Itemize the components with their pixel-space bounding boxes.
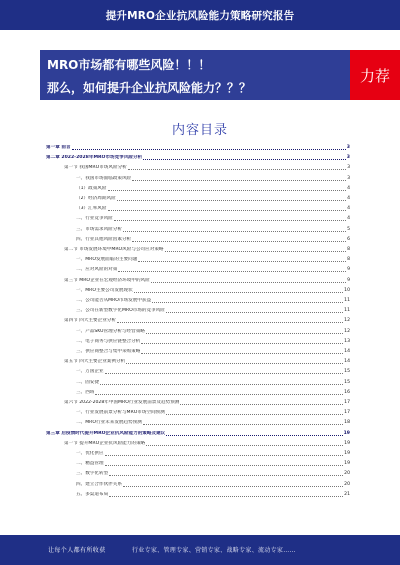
toc-entry-title: 第四节 四大主要企业分析 <box>64 318 116 324</box>
toc-entry-title: 第二章 2022-2028年MRO市场竞争风险分析 <box>46 155 143 161</box>
toc-entry-title: 一、行业发展前景分析与MRO市场空间预测 <box>76 410 165 416</box>
toc-entry-page: 12 <box>344 328 350 334</box>
toc-leader-dots <box>165 251 347 252</box>
toc-entry-title: 一、MRO发展面临的主要问题 <box>76 257 138 263</box>
toc-entry[interactable] <box>76 225 350 233</box>
toc-leader-dots <box>123 231 346 232</box>
toc-leader-dots <box>109 475 343 476</box>
toc-entry[interactable] <box>76 204 350 212</box>
toc-entry-page: 18 <box>344 420 350 426</box>
toc-entry-title: 二、电子商务与供应链整合分析 <box>76 338 141 344</box>
toc-leader-dots <box>118 271 346 272</box>
toc-entry[interactable] <box>76 347 350 355</box>
toc-leader-dots <box>166 414 343 415</box>
toc-entry-page: 19 <box>344 461 350 467</box>
toc-leader-dots <box>132 241 346 242</box>
toc-entry[interactable] <box>46 429 350 437</box>
toc-leader-dots <box>108 190 347 191</box>
toc-entry-page: 12 <box>344 318 350 324</box>
toc-entry-page: 17 <box>344 410 350 416</box>
toc-leader-dots <box>114 220 346 221</box>
toc-entry-title: 二、应对风险的对策 <box>76 267 118 273</box>
toc-leader-dots <box>141 343 343 344</box>
toc-entry[interactable] <box>76 174 350 182</box>
toc-entry[interactable] <box>64 276 350 284</box>
toc-entry-page: 19 <box>344 440 350 446</box>
toc-entry-title: 第六节 2022-2028年中国MRO行业发展前景及趋势预测 <box>64 400 180 405</box>
toc-entry[interactable] <box>76 194 350 202</box>
toc-leader-dots <box>166 435 342 436</box>
toc-entry-title: 二、MRO行业未来发展趋势预测 <box>76 420 142 426</box>
toc-entry[interactable] <box>76 337 350 345</box>
toc-entry-page: 5 <box>347 226 350 232</box>
report-header <box>0 0 400 30</box>
toc-entry-title: 一、万国企业 <box>76 369 104 375</box>
toc-leader-dots <box>105 465 344 466</box>
toc-entry[interactable] <box>64 357 350 365</box>
banner-headline: MRO市场都有哪些风险！！！ <box>47 58 211 72</box>
footer-slogan: 让每个人都有所收获 <box>48 547 106 554</box>
toc-entry-title: 三、西域 <box>76 389 95 395</box>
toc-entry[interactable] <box>76 418 350 426</box>
toc-entry-title: 第一章 前言 <box>46 145 71 150</box>
toc-entry[interactable] <box>76 367 350 375</box>
toc-entry-page: 4 <box>347 216 350 222</box>
toc-entry-title: 第五节 四大主要企业案例分析 <box>64 359 126 365</box>
toc-entry[interactable] <box>76 265 350 273</box>
toc-leader-dots <box>108 210 347 211</box>
toc-entry-title: 三、数字化转型 <box>76 471 109 477</box>
toc-entry[interactable] <box>76 184 350 192</box>
toc-entry-title: 四、建立合作伙伴关系 <box>76 481 122 487</box>
toc-leader-dots <box>95 394 343 395</box>
toc-entry-title: 第一节 我国MRO市场风险分析 <box>64 165 127 171</box>
toc-leader-dots <box>105 455 344 456</box>
promo-banner <box>40 50 350 100</box>
toc-leader-dots <box>143 159 346 160</box>
toc-entry[interactable] <box>76 490 350 498</box>
toc-entry-title: 第三节 MRO企业在宏观经济环境中的风险 <box>64 277 150 283</box>
toc-entry[interactable] <box>76 214 350 222</box>
toc-entry[interactable] <box>76 296 350 304</box>
toc-entry-page: 16 <box>344 389 350 395</box>
toc-leader-dots <box>143 424 343 425</box>
toc-entry[interactable] <box>76 469 350 477</box>
toc-entry[interactable] <box>76 480 350 488</box>
toc-entry-page: 9 <box>347 267 350 273</box>
toc-leader-dots <box>117 322 343 323</box>
toc-entry-page: 8 <box>347 257 350 263</box>
toc-leader-dots <box>132 180 346 181</box>
toc-leader-dots <box>105 373 344 374</box>
toc-entry-page: 15 <box>344 379 350 385</box>
toc-entry-title: 一、MRO主要公司发展现状 <box>76 287 133 293</box>
toc-entry-title: 一、产品SKU管理分析与经营策略 <box>76 328 145 334</box>
toc-entry[interactable] <box>76 327 350 335</box>
toc-entry-title: （3）汇率风险 <box>76 206 107 212</box>
toc-title: 内容目录 <box>171 123 228 138</box>
toc-entry[interactable] <box>76 459 350 467</box>
toc-entry-page: 4 <box>347 196 350 201</box>
toc-leader-dots <box>180 404 343 405</box>
toc-entry-page: 4 <box>347 206 350 212</box>
toc-entry[interactable] <box>64 163 350 171</box>
toc-entry-page: 9 <box>347 277 350 283</box>
toc-entry-title: 三、供应商整合与集中采购策略 <box>76 349 141 354</box>
toc-entry-page: 14 <box>344 359 350 365</box>
toc-entry[interactable] <box>76 388 350 396</box>
toc-entry-title: 第一节 提升MRO企业抗风险能力的策略 <box>64 440 146 446</box>
toc-leader-dots <box>128 169 346 170</box>
toc-entry[interactable] <box>46 143 350 151</box>
toc-entry-title: （1）政策风险 <box>76 185 107 191</box>
toc-entry-page: 13 <box>344 338 350 344</box>
toc-entry[interactable] <box>76 408 350 416</box>
toc-leader-dots <box>146 333 343 334</box>
toc-leader-dots <box>166 312 343 313</box>
toc-entry-page: 8 <box>347 247 350 252</box>
toc-entry-page: 6 <box>347 236 350 242</box>
toc-leader-dots <box>152 302 343 303</box>
toc-leader-dots <box>146 445 343 446</box>
toc-entry-page: 4 <box>347 185 350 191</box>
toc-entry-title: 三、公司在新型数字化MRO市场的竞争风险 <box>76 308 165 314</box>
toc-entry[interactable] <box>76 286 350 294</box>
toc-entry-page: 11 <box>344 298 350 303</box>
toc-leader-dots <box>117 200 346 201</box>
toc-entry-page: 19 <box>343 430 350 436</box>
toc-entry[interactable] <box>64 439 350 447</box>
toc-entry[interactable] <box>46 153 350 161</box>
toc-entry-page: 17 <box>344 400 350 405</box>
toc-entry-title: 二、公司能否从MRO市场发展中获益 <box>76 298 152 303</box>
toc-entry-page: 3 <box>346 155 350 161</box>
toc-entry-title: 第二节 市场发展环境中MRO风险与公司应对策略 <box>64 247 164 252</box>
toc-entry-title: 四、行业其他风险因素分析 <box>76 236 132 242</box>
toc-entry-page: 11 <box>344 308 350 314</box>
toc-leader-dots <box>151 282 346 283</box>
toc-entry-title: 三、市场需求风险分析 <box>76 226 122 232</box>
toc-leader-dots <box>123 486 343 487</box>
toc-entry-title: 一、我国市场面临政策风险 <box>76 175 132 181</box>
toc-leader-dots <box>100 384 343 385</box>
toc-leader-dots <box>72 149 346 150</box>
toc-entry-page: 21 <box>344 491 350 497</box>
report-footer <box>0 535 400 565</box>
toc-entry-page: 20 <box>344 481 350 487</box>
toc-leader-dots <box>141 353 343 354</box>
toc-entry-title: （2）经济周期风险 <box>76 196 116 201</box>
toc-entry[interactable] <box>64 245 350 253</box>
toc-entry-title: 二、精益管理 <box>76 461 104 467</box>
toc-entry[interactable] <box>76 306 350 314</box>
report-header-title: 提升MRO企业抗风险能力策略研究报告 <box>105 9 295 22</box>
toc-entry-page: 20 <box>344 471 350 477</box>
recommend-tag: 力荐 <box>350 50 400 100</box>
toc-entry[interactable] <box>76 255 350 263</box>
footer-experts: 行业专家、管理专家、营销专家、战略专家、流动专家…… <box>132 547 296 554</box>
toc-entry-page: 19 <box>344 451 350 456</box>
toc-entry-page: 3 <box>347 165 350 171</box>
toc-entry[interactable] <box>76 449 350 457</box>
toc-entry-page: 3 <box>346 145 350 150</box>
toc-entry-page: 10 <box>344 287 350 293</box>
toc-entry[interactable] <box>76 235 350 243</box>
banner-subheadline: 那么，如何提升企业抗风险能力？？？ <box>47 81 252 95</box>
toc-leader-dots <box>109 496 343 497</box>
toc-leader-dots <box>134 292 343 293</box>
toc-entry[interactable] <box>64 398 350 406</box>
toc-leader-dots <box>138 261 346 262</box>
toc-entry-page: 14 <box>344 349 350 354</box>
toc-entry-title: 二、行业竞争风险 <box>76 216 113 222</box>
toc-entry-page: 3 <box>347 175 350 181</box>
toc-leader-dots <box>126 363 343 364</box>
toc-entry[interactable] <box>64 316 350 324</box>
toc-entry-title: 五、多渠道布局 <box>76 491 109 497</box>
toc-entry-page: 15 <box>344 369 350 375</box>
toc-entry[interactable] <box>76 378 350 386</box>
toc-entry-title: 第三章 后疫情时代提升MRO企业抗风险能力的策略及建议 <box>46 430 166 436</box>
toc-entry-title: 二、固安捷 <box>76 379 99 385</box>
toc-entry-title: 一、优化供应 <box>76 451 104 456</box>
